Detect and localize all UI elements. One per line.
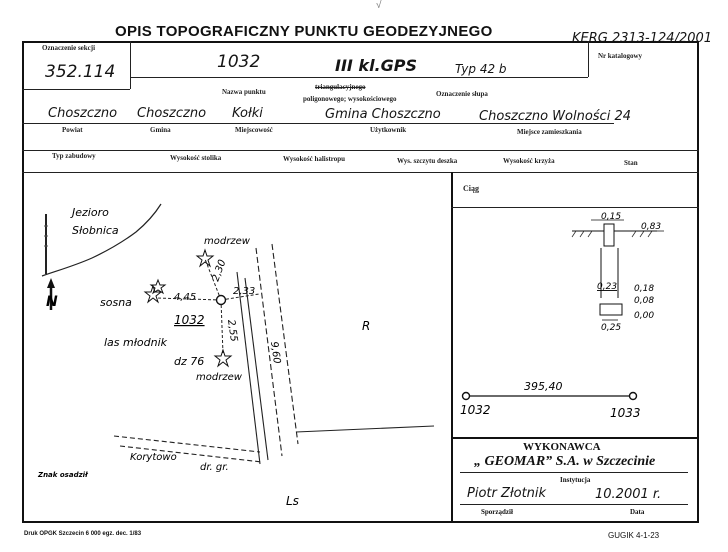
section-label: Oznaczenie sekcji (42, 44, 96, 52)
north-label: N (46, 294, 58, 310)
traverse-from: 1032 (460, 403, 491, 417)
stolik-label: Wysokość stolika (170, 154, 222, 162)
ciag-label: Ciąg (463, 184, 479, 193)
dist-left: 4,45 (174, 292, 197, 303)
zamieszkanie-label: Miejsce zamieszkania (517, 128, 582, 136)
area-ls-label: Ls (286, 494, 299, 508)
miejscowosc-label: Miejscowość (235, 126, 273, 134)
traverse-distance: 395,40 (524, 380, 563, 393)
dim-000: 0,00 (634, 311, 655, 321)
powiat-value: Choszczno (48, 106, 118, 121)
deska-label: Wys. szczytu deszka (397, 157, 458, 165)
date-label: Data (630, 508, 645, 516)
marker-label: Znak osadził (38, 471, 88, 479)
point-number: 1032 (217, 52, 261, 72)
prepared-date: 10.2001 r. (595, 487, 662, 502)
stan-label: Stan (624, 159, 638, 167)
post-label: Oznaczenie słupa (436, 90, 488, 98)
halistrop-label: Wysokość halistropu (283, 155, 346, 163)
zamieszkanie-value: Choszczno Wolności 24 (479, 109, 631, 124)
contractor-company: „ GEOMAR” S.A. w Szczecinie (474, 454, 656, 469)
uzytkownik-label: Użytkownik (370, 126, 407, 134)
road-type-label: dr. gr. (200, 462, 229, 473)
dist-bottom: 2,55 (225, 318, 240, 343)
catalog-label: Nr katalogowy (598, 52, 643, 60)
tree-bottom-label: modrzew (196, 372, 242, 383)
dim-018: 0,18 (634, 284, 655, 294)
footer-print-info: Druk OPGK Szczecin 6 000 egz. dec. 1/83 (24, 531, 142, 537)
forest-label: las młodnik (104, 336, 168, 349)
poligon-label: poligonowego; wysokościowego (303, 95, 397, 103)
powiat-label: Powiat (62, 126, 83, 134)
footer-form-code: GUGIK 4-1-23 (608, 531, 660, 540)
institution-label: Instytucja (560, 476, 591, 484)
monument-profile (452, 208, 698, 436)
gmina-value: Choszczno (137, 106, 207, 121)
dim-083: 0,83 (641, 222, 662, 232)
point-label: 1032 (174, 313, 205, 327)
top-mark: √ (376, 0, 382, 11)
prepared-by-name: Piotr Złotnik (467, 486, 547, 501)
krzyza-label: Wysokość krzyża (503, 157, 555, 165)
tree-bottom-id: dz 76 (174, 355, 205, 368)
contractor-title: WYKONAWCA (523, 441, 601, 453)
traverse-to: 1033 (610, 406, 641, 420)
area-r-label: R (362, 319, 371, 333)
dist-road: 9,60 (268, 340, 283, 365)
site-sketch (24, 174, 450, 521)
typ-zabudowy-label: Typ zabudowy (52, 152, 96, 160)
dim-015: 0,15 (601, 212, 622, 222)
base-plate (600, 304, 622, 315)
traverse-point-from (463, 393, 470, 400)
survey-point (217, 296, 226, 305)
section-value: 352.114 (45, 62, 116, 82)
prepared-label: Sporządził (481, 508, 513, 516)
dim-025: 0,25 (601, 323, 622, 333)
page-title: OPIS TOPOGRAFICZNY PUNKTU GEODEZYJNEGO (115, 23, 493, 40)
dist-top: 2,30 (210, 258, 229, 284)
dim-008: 0,08 (634, 296, 655, 306)
traverse-point-to (630, 393, 637, 400)
uzytkownik-value: Gmina Choszczno (325, 107, 441, 122)
dist-right: 2,33 (233, 286, 256, 297)
class-value: III kl.GPS (335, 56, 418, 75)
tree-top-icon (197, 250, 213, 266)
type-value: Typ 42 b (455, 62, 507, 76)
tree-top-label: modrzew (204, 236, 250, 247)
road-name-label: Korytowo (130, 452, 177, 463)
point-name-label: Nazwa punktu (222, 88, 266, 96)
tree-left-label: sosna (100, 296, 132, 309)
reference-number: KERG 2313-124/2001 (572, 31, 713, 46)
dim-023: 0,23 (597, 282, 618, 292)
post-top (604, 224, 614, 246)
miejscowosc-value: Kołki (232, 106, 263, 121)
triangulation-label: triangulacyjnego (315, 83, 366, 91)
gmina-label: Gmina (150, 126, 171, 134)
tree-left-icon (145, 286, 161, 302)
lake-name-2: Słobnica (72, 224, 119, 237)
lake-name-1: Jezioro (72, 206, 109, 219)
